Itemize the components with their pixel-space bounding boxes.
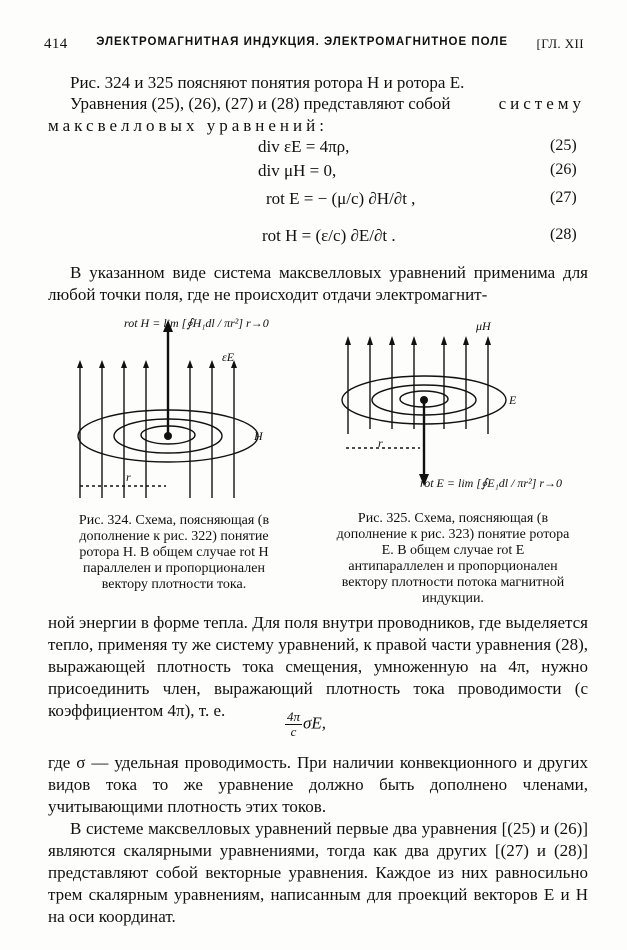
equation-25-number: (25) [550,137,577,154]
fig325-caption: Рис. 325. Схема, поясняющая (в дополнение к рис. 323) понятие ротора E. В общем случае rot E антипараллелен и пропорционален вектору плотности потока магнитной индукции. [336,511,570,606]
intro-line-1: Рис. 324 и 325 поясняют понятия ротора H и ротора E. [70,73,465,92]
paragraph-4: В системе максвелловых уравнений первые два уравнения [(25) и (26)] являются скалярными уравнениями, тогда как два других [(27) и (28)] представляют собой векторные уравнения. Каждое из них равносильно трем скалярным уравнениям, написанным для проекций векторов E и H на оси координат. [48,819,588,926]
paragraph-3: где σ — удельная проводимость. При наличии конвекционного и других видов тока то же уравнение должно быть дополнено членами, учитывающими плотность этих токов. [48,753,588,816]
equation-26: div μH = 0, [258,161,337,180]
fig325-formula: rot E = lim [∮E₁dl / πr²] r→0 [420,476,563,490]
equation-28: rot H = (ε/c) ∂E/∂t . [262,226,396,245]
fig324-formula: rot H = lim [∮H₁dl / πr²] r→0 [124,316,269,330]
figure-324 [60,308,310,508]
page-number: 414 [44,36,68,52]
fig324-label-H: H [254,429,263,443]
running-header [44,36,584,53]
equation-27: rot E = − (μ/c) ∂H/∂t , [266,189,416,208]
conduction-term: $\frac{4\pi}{c}$ σE, [287,709,327,739]
fig324-label-r: r [126,470,131,484]
intro-line-3: максвелловых уравнений: [48,116,328,135]
chapter-ref: [ГЛ. XII [536,36,584,51]
fig324-caption: Рис. 324. Схема, поясняющая (в дополнение к рис. 322) понятие ротора H. В общем случае rot H параллелен и пропорционален вектору плотности тока. [78,513,270,592]
fig325-label-r: r [378,436,383,450]
paragraph-1: В указанном виде система максвелловых уравнений применима для любой точки поля, где не происходит отдачи электромагнит- [48,263,588,304]
running-title: ЭЛЕКТРОМАГНИТНАЯ ИНДУКЦИЯ. ЭЛЕКТРОМАГНИТНОЕ ПОЛЕ [96,36,509,48]
fig325-label-H: μH [476,319,491,333]
paragraph-2: ной энергии в форме тепла. Для поля внутри проводников, где выделяется тепло, применяя ту же систему уравнений, к правой части уравнения (28), выражающей плотность тока смещения, умноженную на 4π, нужно присоединить член, выражающий плотность тока проводимости (с коэффициентом 4π), т. е. [48,613,588,720]
equation-25: div εE = 4πρ, [258,137,350,156]
intro-line-2: Уравнения (25), (26), (27) и (28) представляют собой систему [70,94,585,113]
equation-28-number: (28) [550,226,577,243]
equation-26-number: (26) [550,161,577,178]
fig324-label-E: εE [222,350,235,364]
equation-27-number: (27) [550,189,577,206]
fig325-label-E: E [509,393,517,407]
